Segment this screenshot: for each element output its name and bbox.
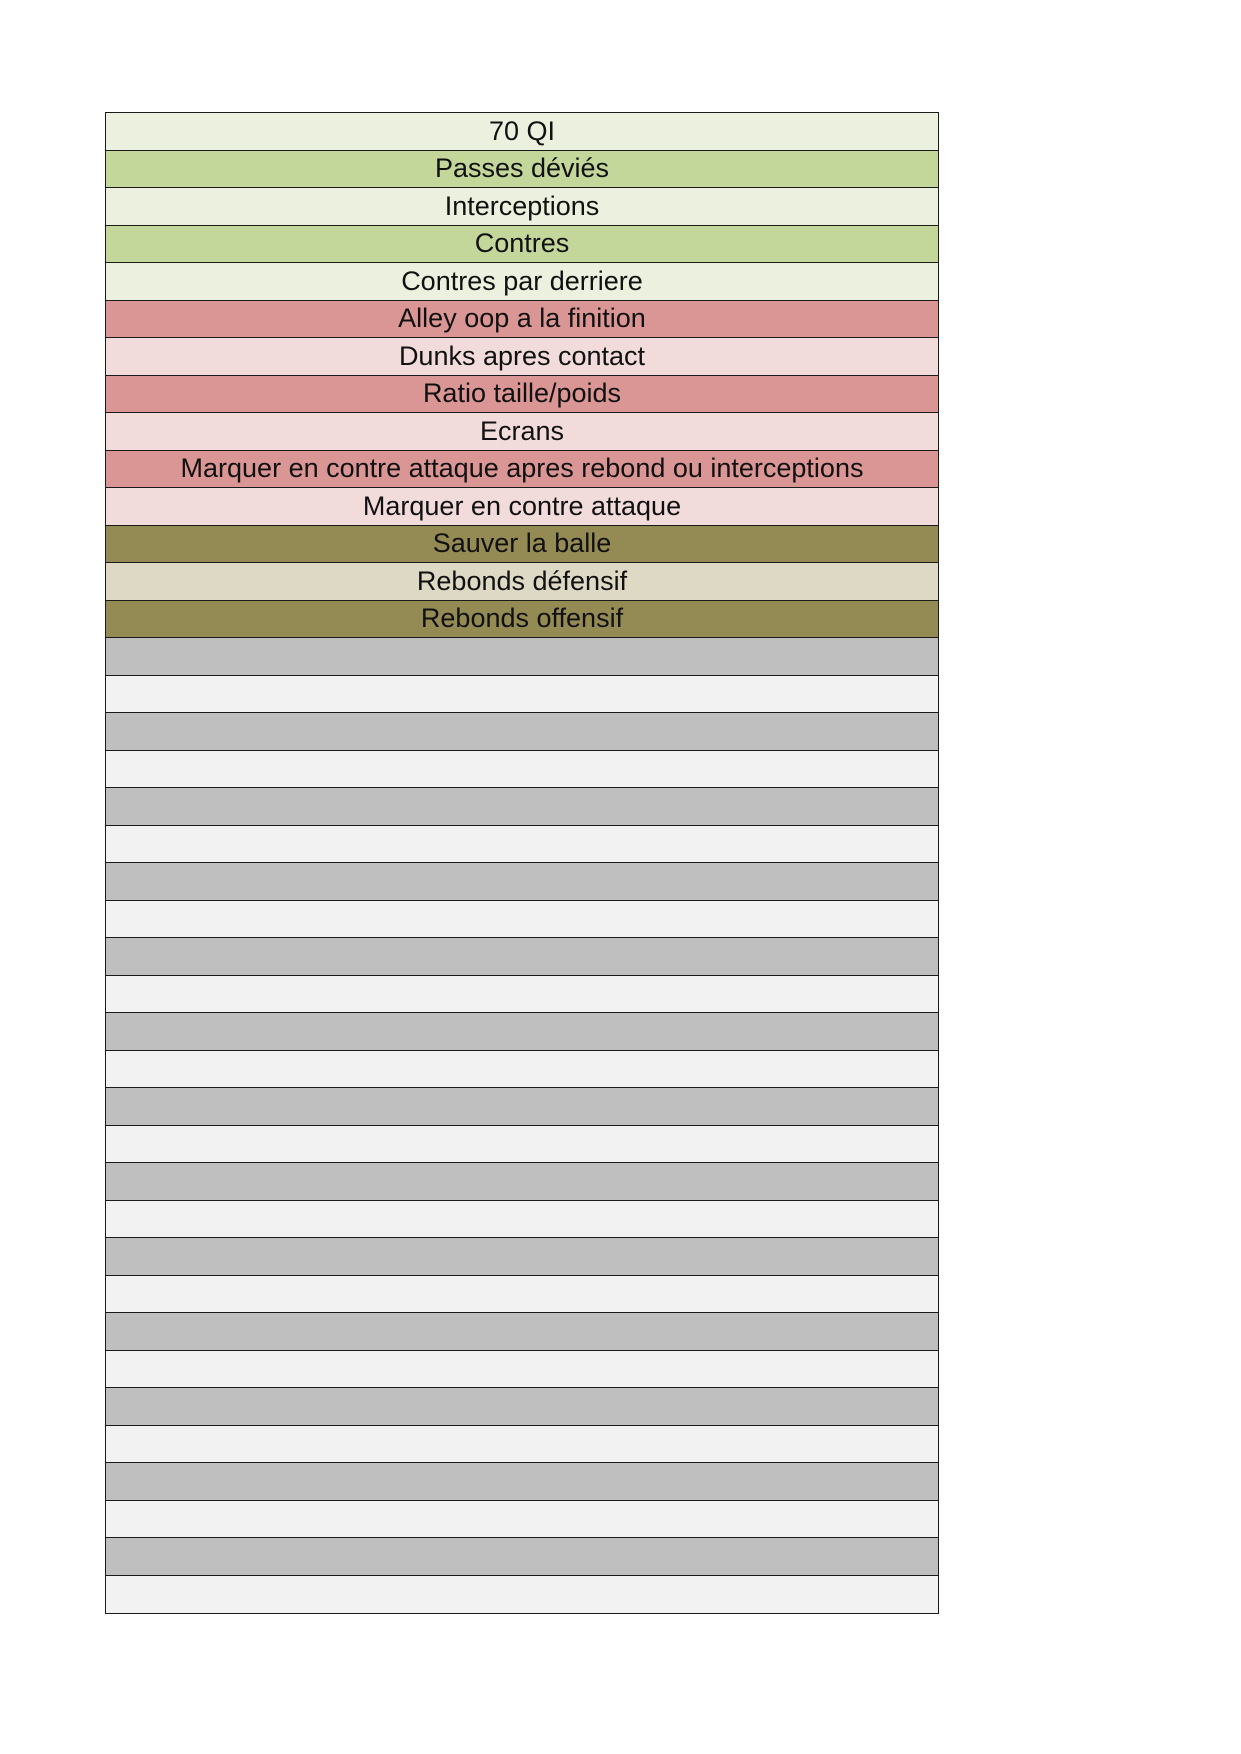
table-row: Marquer en contre attaque (106, 488, 938, 526)
table-row: Ecrans (106, 413, 938, 451)
empty-row (106, 826, 938, 864)
table-row: Contres par derriere (106, 263, 938, 301)
table-row: Rebonds défensif (106, 563, 938, 601)
table-row: Contres (106, 226, 938, 264)
empty-row (106, 1538, 938, 1576)
table-row: Marquer en contre attaque apres rebond ou interceptions (106, 451, 938, 489)
empty-row (106, 1426, 938, 1464)
empty-row (106, 938, 938, 976)
empty-row (106, 901, 938, 939)
empty-row (106, 676, 938, 714)
empty-row (106, 1163, 938, 1201)
empty-row (106, 1013, 938, 1051)
empty-row (106, 751, 938, 789)
empty-row (106, 1388, 938, 1426)
empty-row (106, 1051, 938, 1089)
empty-row (106, 1313, 938, 1351)
table-row: Ratio taille/poids (106, 376, 938, 414)
empty-row (106, 1201, 938, 1239)
empty-row (106, 713, 938, 751)
table-row: Passes déviés (106, 151, 938, 189)
table-row: Dunks apres contact (106, 338, 938, 376)
table-row: 70 QI (106, 113, 938, 151)
table-row: Alley oop a la finition (106, 301, 938, 339)
empty-row (106, 638, 938, 676)
empty-row (106, 1463, 938, 1501)
empty-row (106, 976, 938, 1014)
empty-row (106, 788, 938, 826)
table-row: Interceptions (106, 188, 938, 226)
empty-row (106, 1276, 938, 1314)
empty-row (106, 1501, 938, 1539)
empty-row (106, 1126, 938, 1164)
empty-row (106, 1088, 938, 1126)
empty-row (106, 1351, 938, 1389)
table-row: Rebonds offensif (106, 601, 938, 639)
attribute-table (105, 112, 939, 1614)
empty-row (106, 1238, 938, 1276)
empty-row (106, 1576, 938, 1614)
empty-row (106, 863, 938, 901)
table-row: Sauver la balle (106, 526, 938, 564)
